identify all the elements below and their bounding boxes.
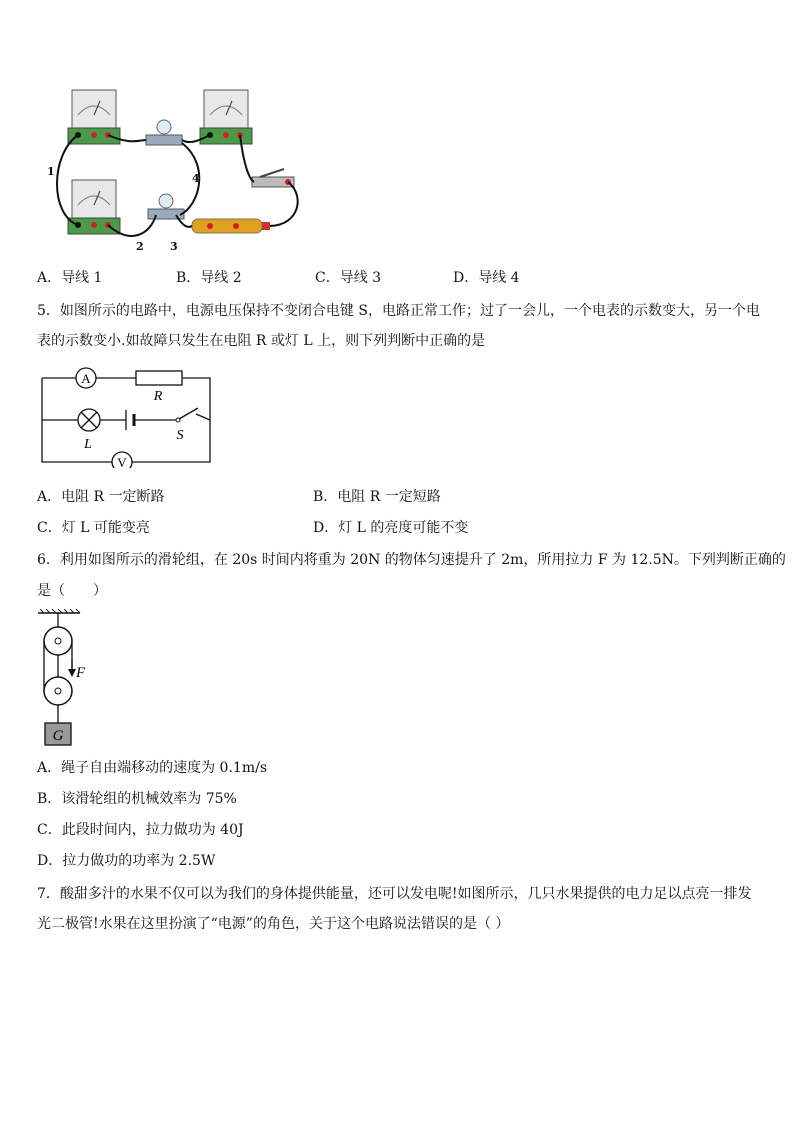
- wire-label-3: 3: [170, 240, 178, 253]
- q4-option-a: A．导线 1: [37, 270, 103, 286]
- q5-option-a: A．电阻 R 一定断路: [37, 489, 165, 505]
- q5-stem-line1: 5．如图所示的电路中，电源电压保持不变闭合电键 S，电路正常工作；过了一会儿，一个电表的示数变大，另一个电: [37, 303, 760, 319]
- fixed-pulley: [44, 627, 72, 655]
- q6-option-a: A．绳子自由端移动的速度为 0.1m/s: [37, 760, 268, 776]
- resistor-symbol: [136, 371, 182, 385]
- voltmeter-label: V: [117, 455, 127, 468]
- q4-option-c: C．导线 3: [315, 270, 382, 286]
- q5-option-d: D．灯 L 的亮度可能不变: [313, 520, 469, 536]
- switch-symbol: [176, 408, 198, 422]
- lamp-symbol: [78, 409, 100, 431]
- wire-label-4: 4: [192, 172, 200, 185]
- wire-label-2: 2: [136, 240, 144, 253]
- q4-circuit-figure: [40, 85, 310, 255]
- ammeter-label: A: [81, 371, 91, 386]
- q6-option-c: C．此段时间内，拉力做功为 40J: [37, 822, 244, 838]
- q7-stem-line1: 7．酸甜多汁的水果不仅可以为我们的身体提供能量，还可以发电呢!如图所示，几只水果提供的电力足以点亮一排发: [37, 886, 752, 902]
- force-label: F: [76, 665, 86, 681]
- moving-pulley: [44, 677, 72, 705]
- bulb-top: [146, 120, 182, 145]
- wire-label-1: 1: [47, 165, 55, 178]
- q6-option-b: B．该滑轮组的机械效率为 75%: [37, 791, 237, 807]
- q6-pulley-diagram: [36, 609, 96, 749]
- weight-label: G: [52, 728, 64, 744]
- force-arrow: [68, 659, 76, 677]
- q6-option-d: D．拉力做功的功率为 2.5W: [37, 853, 216, 869]
- resistor-label: R: [153, 389, 163, 404]
- q5-circuit-diagram: [38, 364, 214, 468]
- battery-symbol: [126, 410, 134, 430]
- meter-bottom-left: [68, 180, 120, 234]
- q5-option-b: B．电阻 R 一定短路: [313, 489, 441, 505]
- lamp-label: L: [84, 437, 92, 452]
- bulb-bottom: [148, 194, 184, 219]
- switch-label: S: [176, 428, 184, 443]
- q4-option-d: D．导线 4: [453, 270, 520, 286]
- q6-stem-line2: 是（ ）: [37, 583, 107, 599]
- q5-stem-line2: 表的示数变小.如故障只发生在电阻 R 或灯 L 上，则下列判断中正确的是: [37, 333, 486, 349]
- q5-option-c: C．灯 L 可能变亮: [37, 520, 150, 536]
- q6-stem-line1: 6．利用如图所示的滑轮组，在 20s 时间内将重为 20N 的物体匀速提升了 2m，所用拉力 F 为 12.5N。下列判断正确的: [37, 552, 786, 568]
- q7-stem-line2: 光二极管!水果在这里扮演了“电源”的角色，关于这个电路说法错误的是（ ）: [37, 916, 510, 932]
- q4-option-b: B．导线 2: [176, 270, 242, 286]
- switch-device: [252, 169, 294, 187]
- battery-pack: [192, 219, 270, 233]
